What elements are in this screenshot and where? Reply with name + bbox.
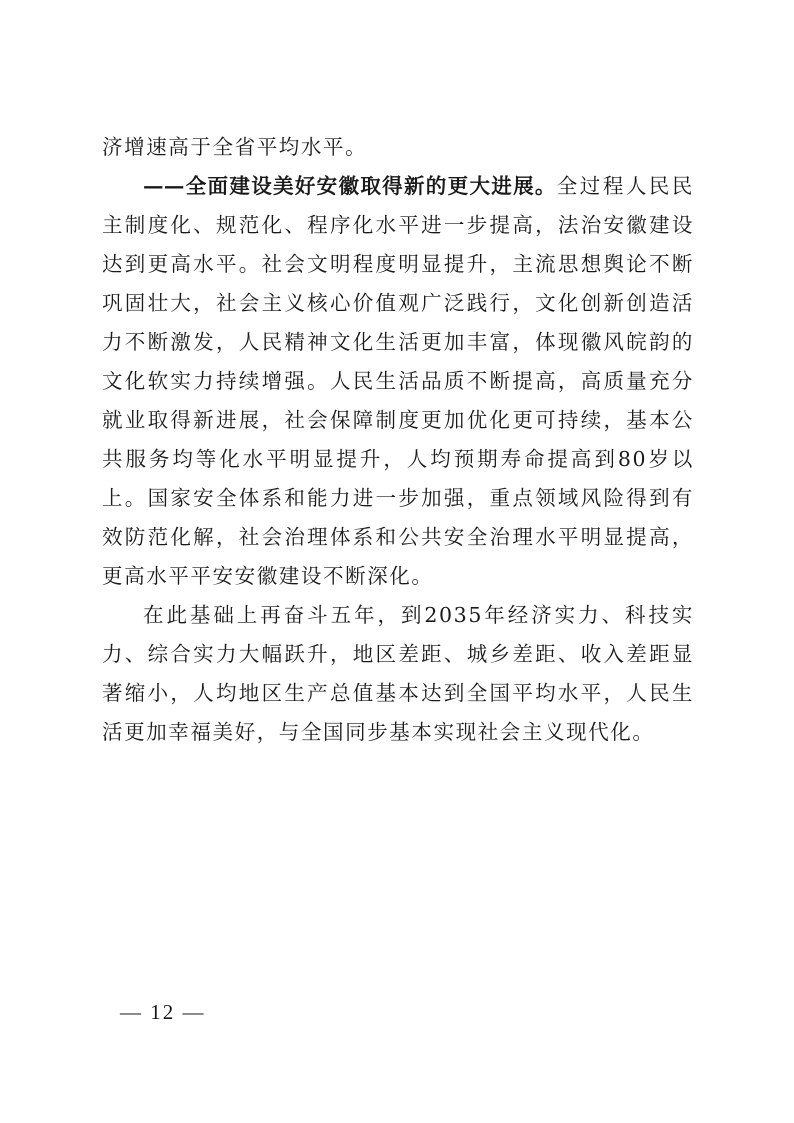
paragraph-2035-vision xyxy=(102,596,694,752)
paragraph-heading: ——全面建设美好安徽取得新的更大进展。 xyxy=(143,174,557,198)
paragraph-goal-anhui xyxy=(102,167,694,596)
page-number: — 12 — xyxy=(120,1000,206,1024)
paragraph-text: 全过程人民民主制度化、规范化、程序化水平进一步提高，法治安徽建设达到更高水平。社会文明程度明显提升，主流思想舆论不断巩固壮大，社会主义核心价值观广泛践行，文化创新创造活力不断激发，人民精神文化生活更加丰富，体现徽风皖韵的文化软实力持续增强。人民生活品质不断提高，高质量充分就业取得新进展，社会保障制度更加优化更可持续，基本公共服务均等化水平明显提升，人均预期寿命提高到80岁以上。国家安全体系和能力进一步加强，重点领域风险得到有效防范化解，社会治理体系和公共安全治理水平明显提高，更高水平平安安徽建设不断深化。 xyxy=(102,174,694,588)
document-body xyxy=(102,128,694,752)
paragraph-continuation xyxy=(102,128,694,167)
paragraph-text: 济增速高于全省平均水平。 xyxy=(102,135,368,159)
paragraph-text: 在此基础上再奋斗五年，到2035年经济实力、科技实力、综合实力大幅跃升，地区差距、城乡差距、收入差距显著缩小，人均地区生产总值基本达到全国平均水平，人民生活更加幸福美好，与全国同步基本实现社会主义现代化。 xyxy=(102,603,694,744)
